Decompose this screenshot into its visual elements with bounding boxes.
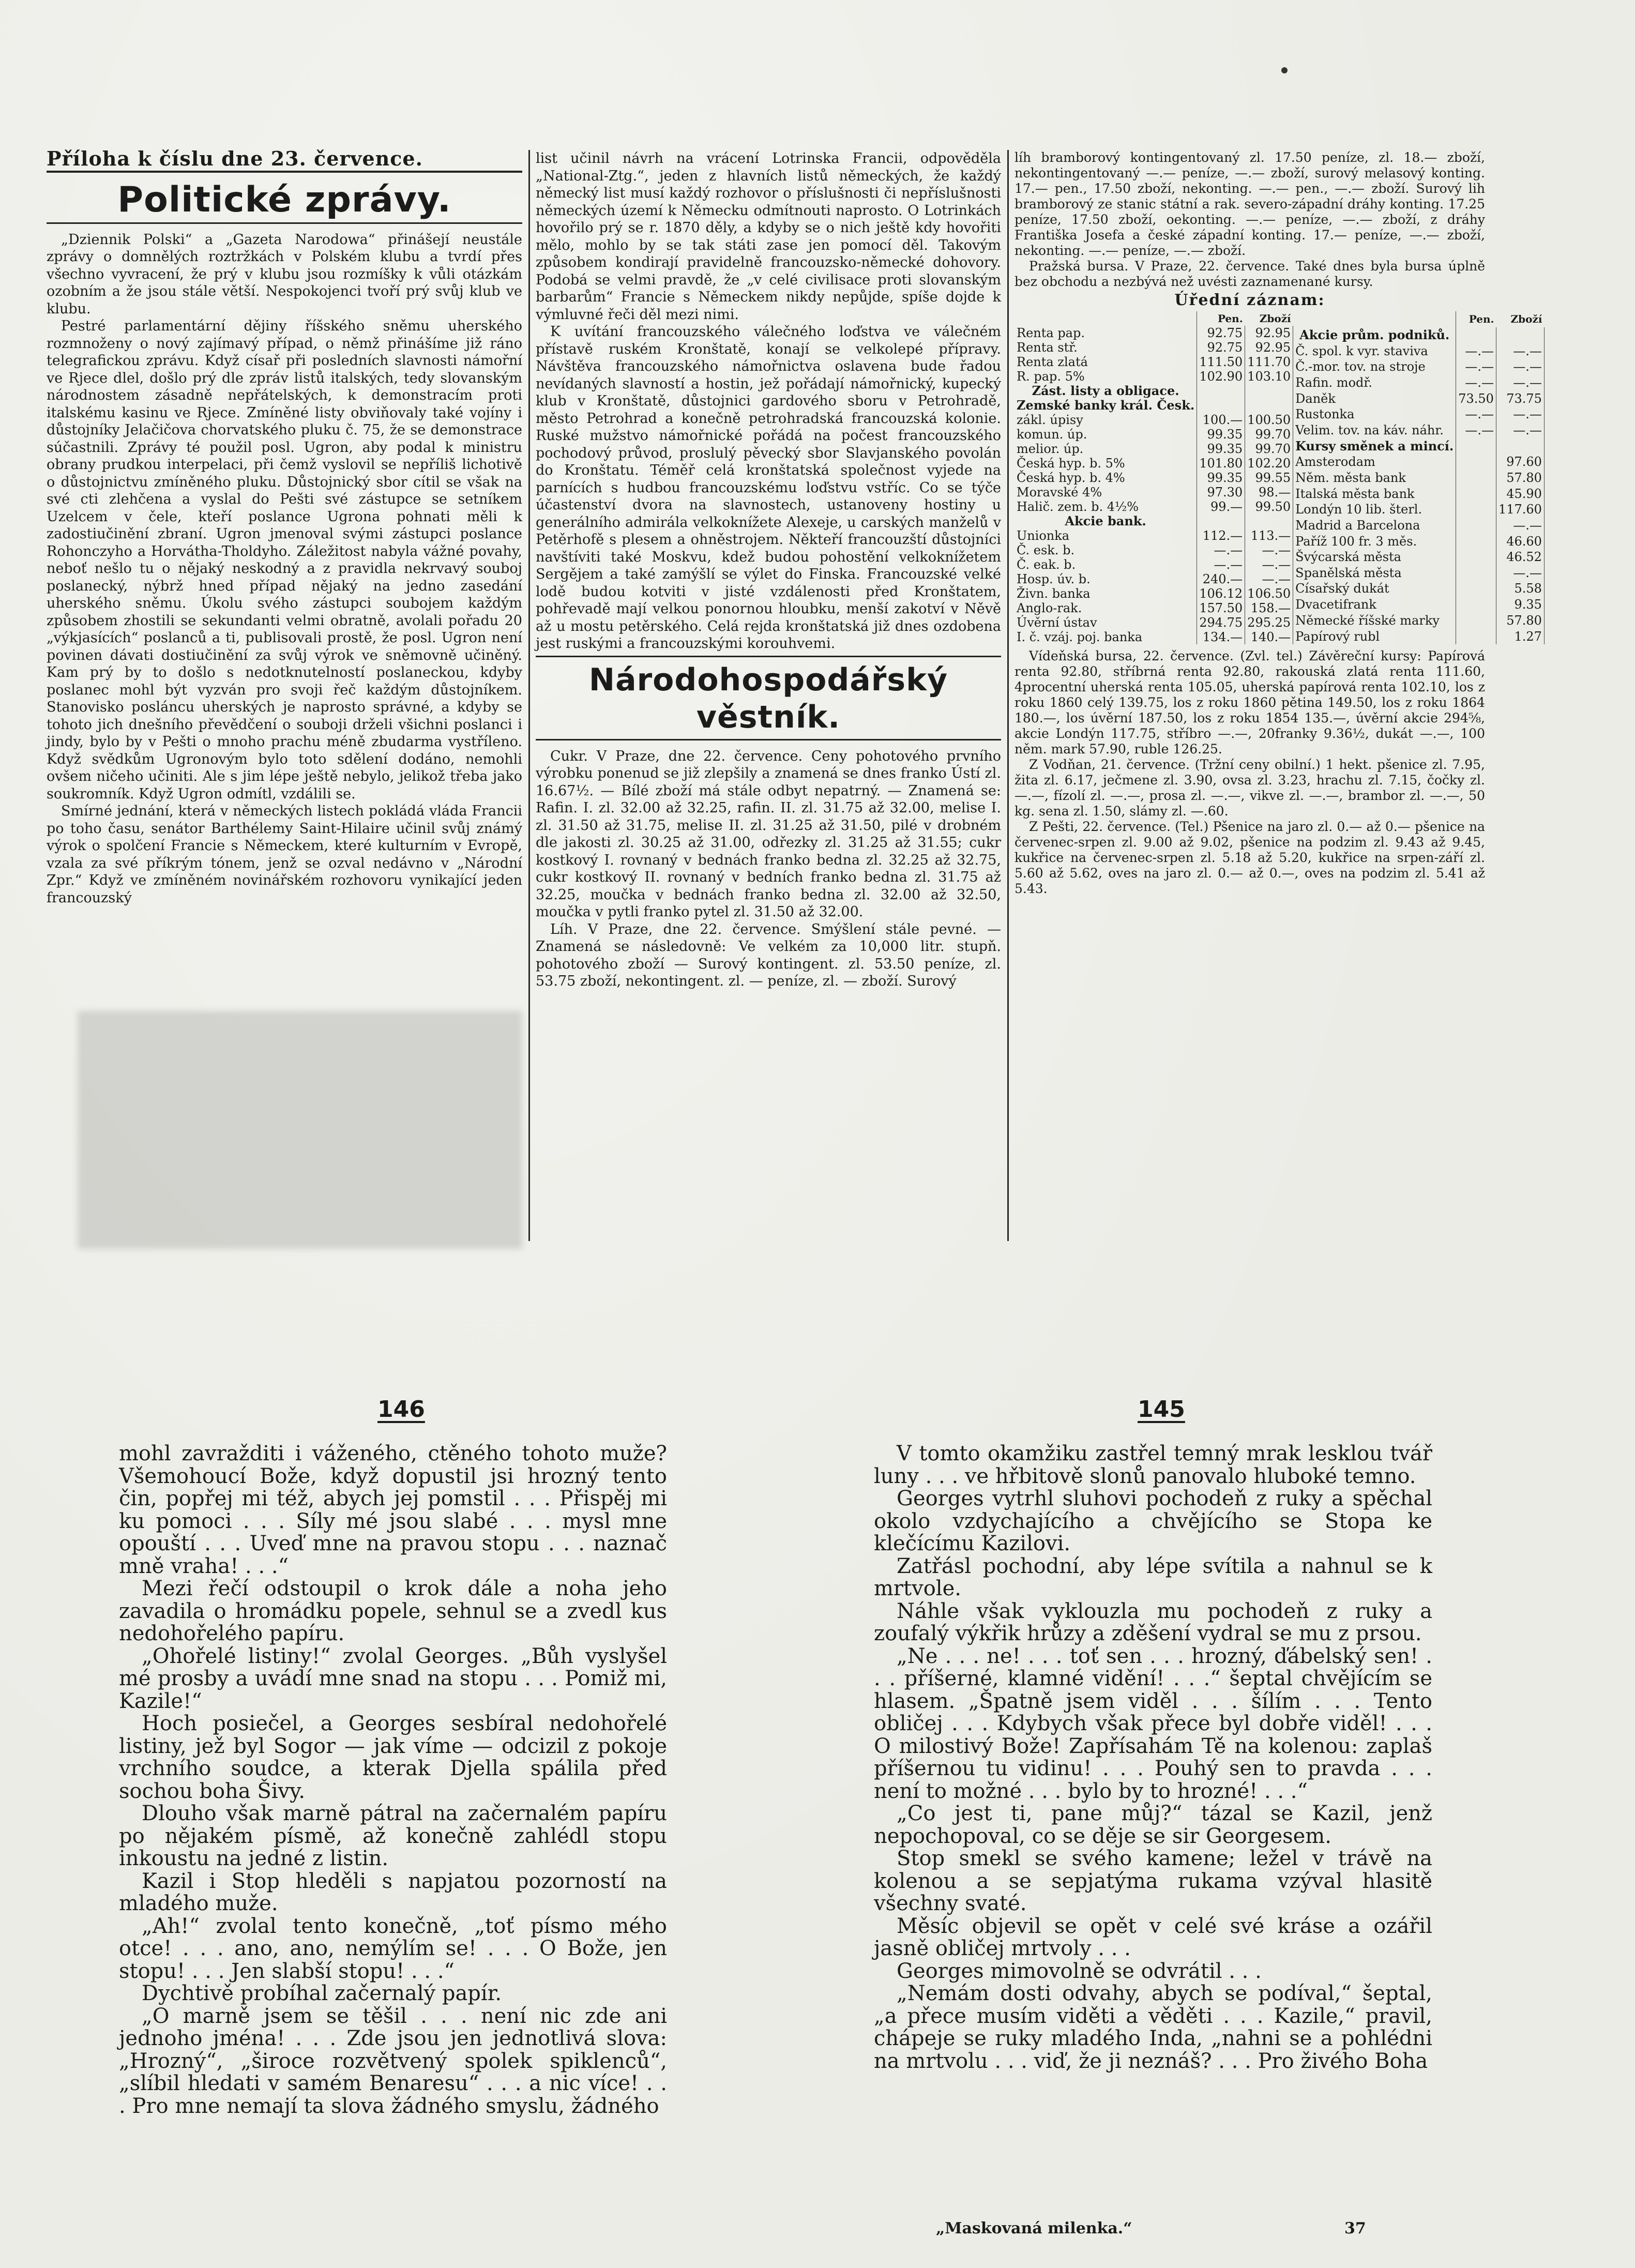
- novel-right-page: [874, 1443, 1432, 2213]
- price-money: —.—: [1456, 375, 1496, 391]
- price-money: 101.80: [1197, 456, 1245, 471]
- row-label: Renta stř.: [1015, 340, 1197, 355]
- table-row: [1015, 500, 1293, 514]
- row-label: I. č. vzáj. poj. banka: [1015, 630, 1197, 644]
- price-money: 111.50: [1197, 355, 1245, 369]
- price-goods: 99.70: [1245, 427, 1293, 442]
- page-number-right: 145: [1138, 1396, 1185, 1423]
- bourse-tables: [1015, 311, 1542, 644]
- row-label: Halič. zem. b. 4½%: [1015, 500, 1197, 514]
- price-goods: —.—: [1496, 375, 1544, 391]
- row-label: Č. esk. b.: [1015, 543, 1197, 557]
- vodnany-grain: Z Vodňan, 21. července. (Tržní ceny obilní.) 1 hekt. pšenice zl. 7.95, žita zl. 6.17, ječmene zl. 3.90, ovsa zl. 3.23, hrachu zl. 7.15, čočky zl. —.—, fízolí zl. —.—, prosa zl. —.—, vikve zl. —.—, brambor zl. —.—, 50 kg. sena zl. 1.50, slámy zl. —.60.: [1015, 757, 1485, 819]
- price-goods: 92.95: [1245, 340, 1293, 355]
- table-row: [1015, 630, 1293, 644]
- table-row: [1015, 398, 1293, 413]
- novel-left-paragraph: Mezi řečí odstoupil o krok dále a noha jeho zavadila o hromádku popele, sehnul se a zvedl kus nedohořelého papíru.: [119, 1577, 667, 1645]
- price-goods: 117.60: [1496, 502, 1544, 518]
- price-goods: 100.50: [1245, 413, 1293, 427]
- row-label: Akcie prům. podniků.: [1293, 327, 1456, 343]
- novel-footer-number: 37: [1344, 2219, 1366, 2237]
- table-row: [1293, 597, 1544, 613]
- price-goods: 111.70: [1245, 355, 1293, 369]
- row-label: Unionka: [1015, 528, 1197, 543]
- price-goods: 102.20: [1245, 456, 1293, 471]
- novel-right-paragraph: „Nemám dosti odvahy, abych se podíval,“ šeptal, „a přece musím viděti a věděti . . . Kazile,“ pravil, chápeje se ruky mladého Inda, „nahni se a pohlédni na mrtvolu . . . viď, že ji neznáš? . . . Pro živého Boha: [874, 1982, 1432, 2073]
- table-row: [1293, 327, 1544, 343]
- table-row: [1015, 413, 1293, 427]
- novel-right-paragraph: Zatřásl pochodní, aby lépe svítila a nahnul se k mrtvole.: [874, 1554, 1432, 1600]
- price-goods: —.—: [1496, 343, 1544, 359]
- table-row: [1293, 375, 1544, 391]
- row-label: Amsterodam: [1293, 454, 1456, 470]
- novel-left-paragraph: Kazil i Stop hleděli s napjatou pozorností na mladého muže.: [119, 1869, 667, 1915]
- row-label: Zemské banky král. Česk.: [1015, 398, 1197, 413]
- price-money: [1456, 518, 1496, 534]
- novel-right-paragraph: Náhle však vyklouzla mu pochodeň z ruky a zoufalý výkřik hrůzy a zděšení vydral se mu z prsou.: [874, 1599, 1432, 1645]
- novel-right-paragraph: V tomto okamžiku zastřel temný mrak lesklou tvář luny . . . ve hřbitově slonů panovalo hluboké temno.: [874, 1442, 1432, 1488]
- table-row: [1015, 557, 1293, 572]
- price-money: [1456, 549, 1496, 565]
- price-goods: —.—: [1245, 543, 1293, 557]
- row-label: Moravské 4%: [1015, 485, 1197, 500]
- column-middle: [536, 150, 1001, 1246]
- price-goods: 113.—: [1245, 528, 1293, 543]
- novel-left-paragraph: „O marně jsem se těšil . . . není nic zde ani jednoho jména! . . . Zde jsou jen jednotlivá slova: „Hrozný“, „široce rozvětvený spolek spiklenců“, „slíbil hledati v samém Benaresu“ . . . a nic více! . . . Pro mne nemají ta slova žádného smyslu, žádného: [119, 2004, 667, 2118]
- price-money: [1456, 438, 1496, 454]
- price-goods: 103.10: [1245, 369, 1293, 384]
- middle-paragraph-2: K uvítání francouzského válečného loďstva ve válečném přístavě ruském Kronštatě, konají se velkolepé přípravy. Návštěva francouzského námořnictva oslavena bude řadou nevídaných slavností a hostin, jež pořádají námořnický, kupecký klub v Kronštatě, důstojnici gardového sboru v Petrohradě, město Petrohrad a konečně petrohradská francouzská kolonie. Ruské mužstvo námořnické pořádá na počest francouzského pochodový průvod, proslulý pěvecký sbor Slavjanského povolán do Kronštatu. Téměř celá kronštatská společnost vyjede na parnících s hudbou francouzskému loďstvu vstříc. Co se týče účastenství dvora na slavnostech, ustanoveny hostiny u generálního admirála velkoknížete Alexeje, u carských manželů v Petěrhofě s plesem a ohněstrojem. Někteří francouzští důstojníci navštíviti také Moskvu, kdež budou pohostění velkoknížetem Sergějem a také zamýšlí se výlet do Finska. Francouzské velké lodě budou kotviti v jisté vzdálenosti před Kronštatem, pohřevadě mají velkou ponornou hloubku, menší zakotví v Něvě až u mostu petěrského. Celá rejda kronštatská již dnes ozdobena jest ruskými a francouzskými korouhvemi.: [536, 324, 1001, 652]
- price-money: 106.12: [1197, 586, 1245, 601]
- table-row: [1293, 343, 1544, 359]
- row-label: Paříž 100 fr. 3 měs.: [1293, 533, 1456, 549]
- price-goods: —.—: [1496, 359, 1544, 375]
- table-row: [1293, 486, 1544, 502]
- table-row: [1015, 340, 1293, 355]
- price-money: [1456, 470, 1496, 486]
- price-money: 99.35: [1197, 471, 1245, 485]
- price-money: 100.—: [1197, 413, 1245, 427]
- price-goods: 158.—: [1245, 601, 1293, 615]
- novel-left-paragraph: „Ah!“ zvolal tento konečně, „toť písmo mého otce! . . . ano, ano, nemýlím se! . . . O Bože, jen stopu! . . . Jen slabší stopu! . . .“: [119, 1914, 667, 1983]
- price-goods: [1245, 398, 1293, 413]
- price-goods: —.—: [1496, 422, 1544, 439]
- table-row: [1293, 581, 1544, 597]
- row-label: Dvacetifrank: [1293, 597, 1456, 613]
- novel-left-paragraph: Hoch posiečel, a Georges sesbíral nedohořelé listiny, jež byl Sogor — jak víme — odcizil z pokoje vrchního soudce, a kterak Djella spálila před sochou boha Šivy.: [119, 1712, 667, 1803]
- price-goods: [1496, 438, 1544, 454]
- price-goods: 1.27: [1496, 628, 1544, 644]
- price-money: [1456, 612, 1496, 628]
- row-label: Švýcarská města: [1293, 549, 1456, 565]
- row-label: Londýn 10 lib. šterl.: [1293, 502, 1456, 518]
- politics-heading: Politické zprávy.: [47, 180, 522, 224]
- price-goods: 46.60: [1496, 533, 1544, 549]
- price-goods: 99.70: [1245, 442, 1293, 456]
- price-goods: 9.35: [1496, 597, 1544, 613]
- row-label: Anglo-rak.: [1015, 601, 1197, 615]
- row-label: Velim. tov. na káv. náhr.: [1293, 422, 1456, 439]
- price-money: —.—: [1456, 343, 1496, 359]
- price-goods: —.—: [1245, 572, 1293, 586]
- price-money: 240.—: [1197, 572, 1245, 586]
- novel-left-paragraph: „Ohořelé listiny!“ zvolal Georges. „Bůh vyslyšel mé prosby a uvádí mne snad na stopu . . . Pomiž mi, Kazile!“: [119, 1644, 667, 1713]
- table-row: [1293, 390, 1544, 406]
- table-row: [1293, 502, 1544, 518]
- table-row: [1015, 384, 1293, 398]
- row-label: Úvěrní ústav: [1015, 615, 1197, 630]
- col-header-zbozi: Zboží: [1259, 312, 1291, 325]
- price-money: 99.35: [1197, 442, 1245, 456]
- price-goods: 99.55: [1245, 471, 1293, 485]
- price-money: [1456, 581, 1496, 597]
- price-money: 92.75: [1197, 326, 1245, 340]
- middle-paragraph-1: list učinil návrh na vrácení Lotrinska Francii, odpověděla „National-Ztg.“, jeden z hlavních listů německých, že každý německý list musí každý rozhovor o příslušnosti či nepříslušnosti německých území k Německu odmítnouti naprosto. O Lotrinkách hovořilo prý se r. 1870 děly, a kdyby se o nich ještě kdy hovořiti mělo, mohlo by se tak státi zase jen pomocí děl. Takovým způsobem kondirají pravidelně francouzsko-německé dohovory. Podobá se velmi pravdě, že „v celé civilisace proti slovanským barbarům“ Francie s Německem nikdy nepůjde, spíše dojde k výmluvné řeči děl mezi nimi.: [536, 150, 1001, 323]
- novel-right-paragraph: „Co jest ti, pane můj?“ tázal se Kazil, jenž nepochopoval, co se děje se sir Georgesem.: [874, 1802, 1432, 1848]
- row-label: Kursy směnek a mincí.: [1293, 438, 1456, 454]
- price-goods: —.—: [1245, 557, 1293, 572]
- row-label: Česká hyp. b. 5%: [1015, 456, 1197, 471]
- price-money: [1456, 486, 1496, 502]
- price-goods: —.—: [1496, 518, 1544, 534]
- novel-right-paragraph: Georges vytrhl sluhovi pochodeň z ruky a spěchal okolo vzdychajícího a chvějícího se Stopa ke klečícímu Kazilovi.: [874, 1487, 1432, 1555]
- novel-left-page: [119, 1443, 667, 2213]
- price-money: [1197, 384, 1245, 398]
- economy-heading: Národohospodářský věstník.: [536, 661, 1001, 740]
- price-money: [1456, 533, 1496, 549]
- row-label: Česká hyp. b. 4%: [1015, 471, 1197, 485]
- price-money: —.—: [1197, 543, 1245, 557]
- row-label: Německé říšské marky: [1293, 612, 1456, 628]
- bourse-table-right: [1293, 311, 1545, 644]
- price-goods: [1245, 514, 1293, 528]
- official-table-title: Úřední záznam:: [1174, 291, 1325, 309]
- price-money: [1456, 327, 1496, 343]
- price-money: —.—: [1456, 359, 1496, 375]
- row-label: Živn. banka: [1015, 586, 1197, 601]
- novel-footer-title: „Maskovaná milenka.“: [936, 2219, 1132, 2237]
- table-row: [1293, 470, 1544, 486]
- economy-paragraph-spirit: Líh. V Praze, dne 22. července. Smýšlení stále pevné. — Znamená se následovně: Ve velkém za 10,000 litr. stupň. pohotového zboží — Surový kontingent. zl. 53.50 peníze, zl. 53.75 zboží, nekontingent. zl. — peníze, zl. — zboží. Surový: [536, 921, 1001, 989]
- novel-right-paragraph: Georges mimovolně se odvrátil . . .: [897, 1959, 1262, 1983]
- price-money: 102.90: [1197, 369, 1245, 384]
- price-money: 73.50: [1456, 390, 1496, 406]
- row-label: Č. eak. b.: [1015, 557, 1197, 572]
- table-row: [1015, 369, 1293, 384]
- novel-right-paragraph: Měsíc objevil se opět v celé své kráse a ozářil jasně obličej mrtvoly . . .: [874, 1914, 1432, 1960]
- price-goods: —.—: [1496, 406, 1544, 422]
- price-money: —.—: [1456, 422, 1496, 439]
- table-row: [1015, 456, 1293, 471]
- table-row: [1015, 572, 1293, 586]
- row-label: Italská města bank: [1293, 486, 1456, 502]
- price-money: [1197, 398, 1245, 413]
- price-goods: 295.25: [1245, 615, 1293, 630]
- price-goods: —.—: [1496, 565, 1544, 581]
- table-row: [1015, 586, 1293, 601]
- prague-bourse: Pražská bursa. V Praze, 22. července. Také dnes byla bursa úplně bez obchodu a nezbývá než uvésti zaznamenané kursy.: [1015, 259, 1485, 289]
- column-markets: [1015, 150, 1542, 1246]
- price-money: 97.30: [1197, 485, 1245, 500]
- bourse-table-left: [1015, 311, 1293, 644]
- col-header-zbozi: Zboží: [1510, 313, 1542, 326]
- price-money: [1456, 597, 1496, 613]
- table-row: [1293, 518, 1544, 534]
- price-money: 99.—: [1197, 500, 1245, 514]
- row-label: Akcie bank.: [1015, 514, 1197, 528]
- table-row: [1015, 442, 1293, 456]
- price-money: [1456, 454, 1496, 470]
- row-label: Zást. listy a obligace.: [1015, 384, 1197, 398]
- price-goods: 57.80: [1496, 612, 1544, 628]
- row-label: melior. úp.: [1015, 442, 1197, 456]
- column-rule: [1007, 150, 1009, 1241]
- price-goods: 73.75: [1496, 390, 1544, 406]
- price-goods: 5.58: [1496, 581, 1544, 597]
- column-rule: [528, 150, 530, 1241]
- table-row: [1015, 485, 1293, 500]
- price-money: 134.—: [1197, 630, 1245, 644]
- novel-left-paragraph: mohl zavražditi i váženého, ctěného tohoto muže? Všemohoucí Bože, když dopustil jsi hrozný tento čin, popřej mi též, abych jej pomstil . . . Přispěj mi ku pomoci . . . Síly mé jsou slabé . . . mysl mne opouští . . . Uveď mne na pravou stopu . . . naznač mně vraha! . . .“: [119, 1442, 667, 1578]
- row-label: Rafin. modř.: [1293, 375, 1456, 391]
- price-money: 157.50: [1197, 601, 1245, 615]
- spirit-prices: líh bramborový kontingentovaný zl. 17.50 peníze, zl. 18.— zboží, nekontingentovaný —.— peníze, —.— zboží, surový melasový konting. 17.— pen., 17.50 zboží, nekonting. —.— pen., —.— zboží. Surový lih bramborový ze stanic státní a rak. severo-západní dráhy konting. 17.25 peníze, 17.50 zboží, oekonting. —.— peníze, —.— zboží, z dráhy Františka Josefa a české západní konting. 17.— peníze, —.— zboží, nekonting. —.— peníze, —.— zboží.: [1015, 150, 1485, 258]
- price-goods: 140.—: [1245, 630, 1293, 644]
- politics-paragraph-1: „Dziennik Polski“ a „Gazeta Narodowa“ přinášejí neustále zprávy o domnělých roztržkách v Polském klubu a tvrdí přes všechno vyvracení, že prý v klubu jsou rozmíšky k vůli otázkám ozobním a že jsou stále větší. Nespokojenci tvoří prý svůj klub ve klubu.: [47, 231, 522, 317]
- row-label: Císařský dukát: [1293, 581, 1456, 597]
- price-money: [1456, 565, 1496, 581]
- price-goods: 57.80: [1496, 470, 1544, 486]
- table-row: [1015, 471, 1293, 485]
- price-goods: 98.—: [1245, 485, 1293, 500]
- price-money: —.—: [1197, 557, 1245, 572]
- table-row: [1293, 438, 1544, 454]
- price-goods: 97.60: [1496, 454, 1544, 470]
- price-money: —.—: [1456, 406, 1496, 422]
- price-goods: [1245, 384, 1293, 398]
- section-rule: [536, 656, 1001, 657]
- col-header-pen: Pen.: [1469, 313, 1494, 326]
- row-label: Něm. města bank: [1293, 470, 1456, 486]
- ink-dot: [1281, 67, 1288, 73]
- row-label: zákl. úpisy: [1015, 413, 1197, 427]
- row-label: R. pap. 5%: [1015, 369, 1197, 384]
- row-label: Papírový rubl: [1293, 628, 1456, 644]
- table-row: [1293, 628, 1544, 644]
- price-money: [1456, 502, 1496, 518]
- price-goods: 92.95: [1245, 326, 1293, 340]
- row-label: Daněk: [1293, 390, 1456, 406]
- politics-paragraph-3: Smírné jednání, která v německých listech pokládá vláda Francii po toho času, senátor Barthélemy Saint-Hilaire učinil svůj známý výrok o spolčení Francie s Německem, které kulturním v Evropě, vzala za své příkrým tónem, jenž se ozval nedávno v „Národní Zpr.“ Když ve zmíněném novinářském rozhovoru vynikající jeden francouzský: [47, 803, 522, 906]
- table-row: [1015, 355, 1293, 369]
- row-label: komun. úp.: [1015, 427, 1197, 442]
- page-number-left: 146: [377, 1396, 425, 1423]
- table-row: [1293, 565, 1544, 581]
- table-row: [1015, 601, 1293, 615]
- novel-right-paragraph: „Ne . . . ne! . . . toť sen . . . hrozný, ďábelský sen! . . . příšerné, klamné vidění! . . .“ šeptal chvějícím se hlasem. „Špatně jsem viděl . . . šílím . . . Tento obličej . . . Kdybych však přece byl dobře viděl! . . . O milostivý Bože! Zapřísahám Tě na kolenou: zaplaš příšernou tu vidinu! . . . Pouhý sen to pravda . . . není to možné . . . bylo by to hrozné! . . .“: [874, 1644, 1432, 1803]
- table-row: [1293, 406, 1544, 422]
- table-row: [1293, 549, 1544, 565]
- pest-grain: Z Pešti, 22. července. (Tel.) Pšenice na jaro zl. 0.— až 0.— pšenice na červenec-srpen zl. 9.00 až 9.02, pšenice na podzim zl. 9.43 až 9.45, kukřice na červenec-srpen zl. 5.18 až 5.20, kukřice na srpen-září zl. 5.60 až 5.62, oves na jaro zl. 0.— až 0.—, oves na podzim zl. 5.41 až 5.43.: [1015, 819, 1485, 896]
- table-row: [1293, 422, 1544, 439]
- row-label: Renta zlatá: [1015, 355, 1197, 369]
- price-goods: [1496, 327, 1544, 343]
- table-row: [1015, 528, 1293, 543]
- col-header-pen: Pen.: [1217, 312, 1243, 325]
- vienna-bourse: Vídeňská bursa, 22. července. (Zvl. tel.) Závěreční kursy: Papírová renta 92.80, stříbrná renta 92.80, rakouská zlatá renta 111.60, 4procentní uherská renta 105.05, uherská papírová renta 102.10, los z roku 1860 celý 139.75, los z roku 1860 pětina 149.50, los z roku 1864 180.—, los úvěrní 187.50, los z roku 1854 135.—, úvěrní akcie 294⅝, akcie Londýn 117.75, stříbro —.—, 20franky 9.36½, dukát —.—, 100 něm. mark 57.90, ruble 126.25.: [1015, 648, 1485, 757]
- price-goods: 99.50: [1245, 500, 1293, 514]
- politics-paragraph-2: Pestré parlamentární dějiny říšského sněmu uherského rozmnoženy o nový zajímavý případ, o němž přinášíme již ráno telegrafickou zprávu. Když císař při posledních slavnosti námořní ve Rjece dlel, došlo prý dle zpráv listů italských, tedy slovanským národnostem zásadně nepřátelských, k demonstracím proti italskému kasinu ve Rjece. Zmíněné listy obviňovaly také vojíny i důstojníky Jelačičova chorvatského pluku č. 75, že se demonstrace súčastnili. Zprávy té použil posl. Ugron, aby podal k ministru obrany prudkou interpelaci, při čemž vyslovil se nepříliš lichotivě o důstojnictvu zmíněného pluku. Důstojnický sbor cítil se však na své cti zlehčena a vyslal do Pešti své zástupce se setníkem Uzelcem v čele, kteří poslance Ugrona pohnati měli k zadostiučinění zbraní. Ugron jmenoval svými zástupci poslance Rohonczyho a Horvátha-Tholdyho. Záležitost nabyla vážné povahy, neboť nešlo tu o nějaký neskodný a z pravidla nekrvavý souboj poslanecký, nýbrž hned případ nějaký na jedno zasedání uherského sněmu. Úkolu svého zástupci soubojem každým způsobem zhostili se sekundanti velmi obratně, avolali pořadu 20 „výkjasících“ poslanců a ti, publisovali prostě, že posl. Ugron není povinen dávati dostiučinění za svůj výrok ve sněmovně učiněný. Kam prý by to došlo s nedotknutelností poslaneckou, kdyby poslanec mohl být vyzván pro svoji řeč každým důstojníkem. Stanovisko posláncu uherských je naprosto správné, a kdyby se tohoto jich dnešního převědčení o souboji drželi všichni poslanci i jindy, bylo by v Pešti o mnoho prachu méně zbudarma vystříleno. Když svědkům Ugronovým bylo toto sdělení dodáno, nemohli ovšem ničeho učiniti. Ale s jim lépe ještě nebylo, jelikož třeba jako soukromník. Když Ugron odmítl, vzdálili se.: [47, 318, 522, 802]
- table-row: [1293, 359, 1544, 375]
- price-goods: 46.52: [1496, 549, 1544, 565]
- table-row: [1293, 612, 1544, 628]
- novel-right-paragraph: Stop smekl se svého kamene; ležel v trávě na kolenou a se sepjatýma rukama vzýval hlasitě všechny svaté.: [874, 1847, 1432, 1915]
- table-row: [1015, 543, 1293, 557]
- price-goods: 106.50: [1245, 586, 1293, 601]
- row-label: Rustonka: [1293, 406, 1456, 422]
- ink-smudge: [78, 1011, 522, 1249]
- price-money: 112.—: [1197, 528, 1245, 543]
- price-money: [1456, 628, 1496, 644]
- table-row: [1015, 514, 1293, 528]
- price-money: 92.75: [1197, 340, 1245, 355]
- row-label: Madrid a Barcelona: [1293, 518, 1456, 534]
- row-label: Č. spol. k vyr. staviva: [1293, 343, 1456, 359]
- price-money: 294.75: [1197, 615, 1245, 630]
- novel-left-paragraph: Dlouho však marně pátral na začernalém papíru po nějakém písmě, až konečně zahlédl stopu inkoustu na jedné z listin.: [119, 1802, 667, 1870]
- price-money: [1197, 514, 1245, 528]
- price-money: 99.35: [1197, 427, 1245, 442]
- row-label: Spanělská města: [1293, 565, 1456, 581]
- supplement-title: Příloha k číslu dne 23. července.: [47, 150, 522, 173]
- row-label: Renta pap.: [1015, 326, 1197, 340]
- table-row: [1015, 427, 1293, 442]
- table-row: [1015, 326, 1293, 340]
- price-goods: 45.90: [1496, 486, 1544, 502]
- row-label: Č.-mor. tov. na stroje: [1293, 359, 1456, 375]
- table-row: [1293, 533, 1544, 549]
- table-row: [1293, 454, 1544, 470]
- novel-left-paragraph: Dychtivě probíhal začernalý papír.: [142, 1982, 502, 2005]
- table-row: [1015, 615, 1293, 630]
- row-label: Hosp. úv. b.: [1015, 572, 1197, 586]
- economy-paragraph-sugar: Cukr. V Praze, dne 22. července. Ceny pohotového prvního výrobku ponenud se již zlepšily a znamená se dnes franko Ústí zl. 16.67½. — Bílé zboží má stále odbyt nepatrný. — Znamená se: Rafin. I. zl. 32.00 až 32.25, rafin. II. zl. 31.75 až 32.00, melise I. zl. 31.50 až 31.75, melise II. zl. 31.25 až 31.50, pilé v drobném dle jakosti zl. 30.25 až 31.00, odřezky zl. 31.25 až 31.55; cukr kostkový I. rovnaný v bednách franko bedna zl. 32.25 až 32.75, cukr kostkový II. rovnaný v bedních franko bedna zl. 31.75 až 32.25, moučka v bednách franko bedna zl. 32.00 až 32.50, moučka v pytli franko pytel zl. 31.50 až 32.00.: [536, 748, 1001, 920]
